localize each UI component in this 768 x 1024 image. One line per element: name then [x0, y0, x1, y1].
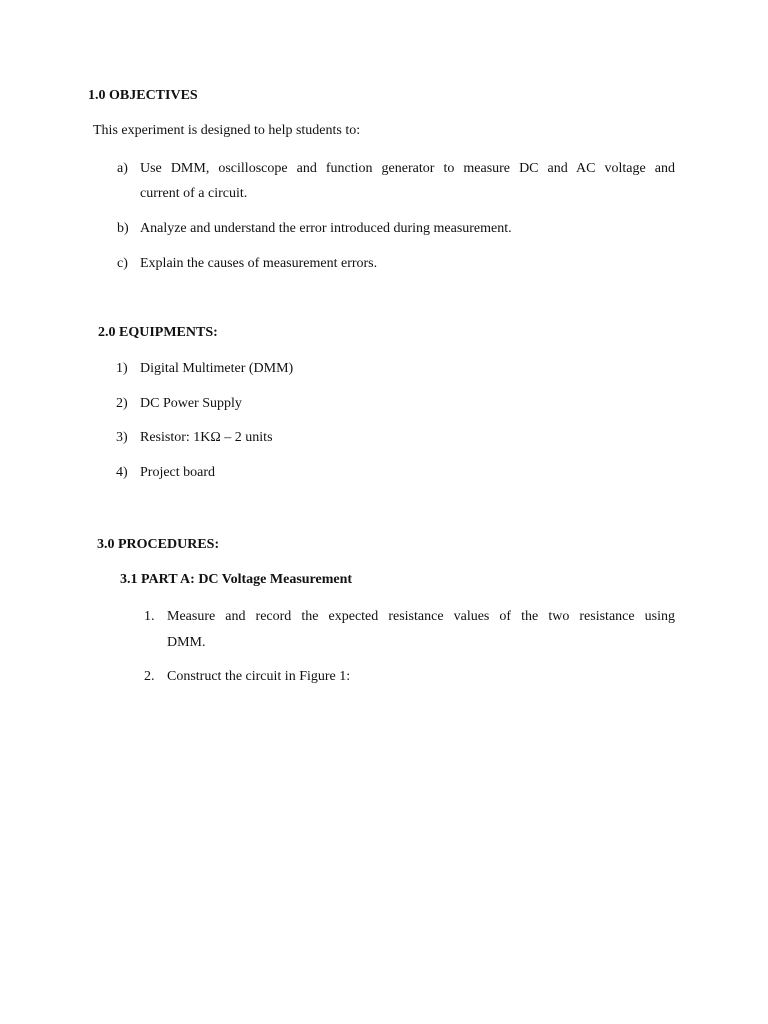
list-marker: c): [117, 256, 128, 271]
list-marker: b): [117, 221, 129, 236]
objective-text-line2: current of a circuit.: [140, 186, 248, 201]
objectives-heading: 1.0 OBJECTIVES: [88, 88, 198, 103]
step-text: Construct the circuit in Figure 1:: [167, 669, 351, 684]
part-a-subheading: 3.1 PART A: DC Voltage Measurement: [120, 572, 353, 587]
equipments-heading: 2.0 EQUIPMENTS:: [98, 325, 218, 340]
step-number: 2.: [144, 669, 155, 684]
step-text-line2: DMM.: [167, 635, 206, 650]
objective-text-line1: Use DMM, oscilloscope and function generator to measure DC and AC voltage and: [140, 161, 675, 176]
list-marker: 1): [116, 361, 128, 376]
list-marker: 4): [116, 465, 128, 480]
step-text-line1: Measure and record the expected resistance values of the two resistance using: [167, 609, 675, 624]
list-marker: 3): [116, 430, 128, 445]
objective-text: Explain the causes of measurement errors.: [140, 256, 378, 271]
equipment-text: DC Power Supply: [140, 396, 242, 411]
equipment-text: Project board: [140, 465, 216, 480]
equipment-text: Digital Multimeter (DMM): [140, 361, 294, 376]
step-number: 1.: [144, 609, 155, 624]
list-marker: 2): [116, 396, 128, 411]
equipment-text: Resistor: 1KΩ – 2 units: [140, 430, 273, 445]
list-marker: a): [117, 161, 128, 176]
objectives-intro: This experiment is designed to help students to:: [93, 123, 361, 138]
procedures-heading: 3.0 PROCEDURES:: [97, 537, 220, 552]
objective-text: Analyze and understand the error introduced during measurement.: [140, 221, 512, 236]
